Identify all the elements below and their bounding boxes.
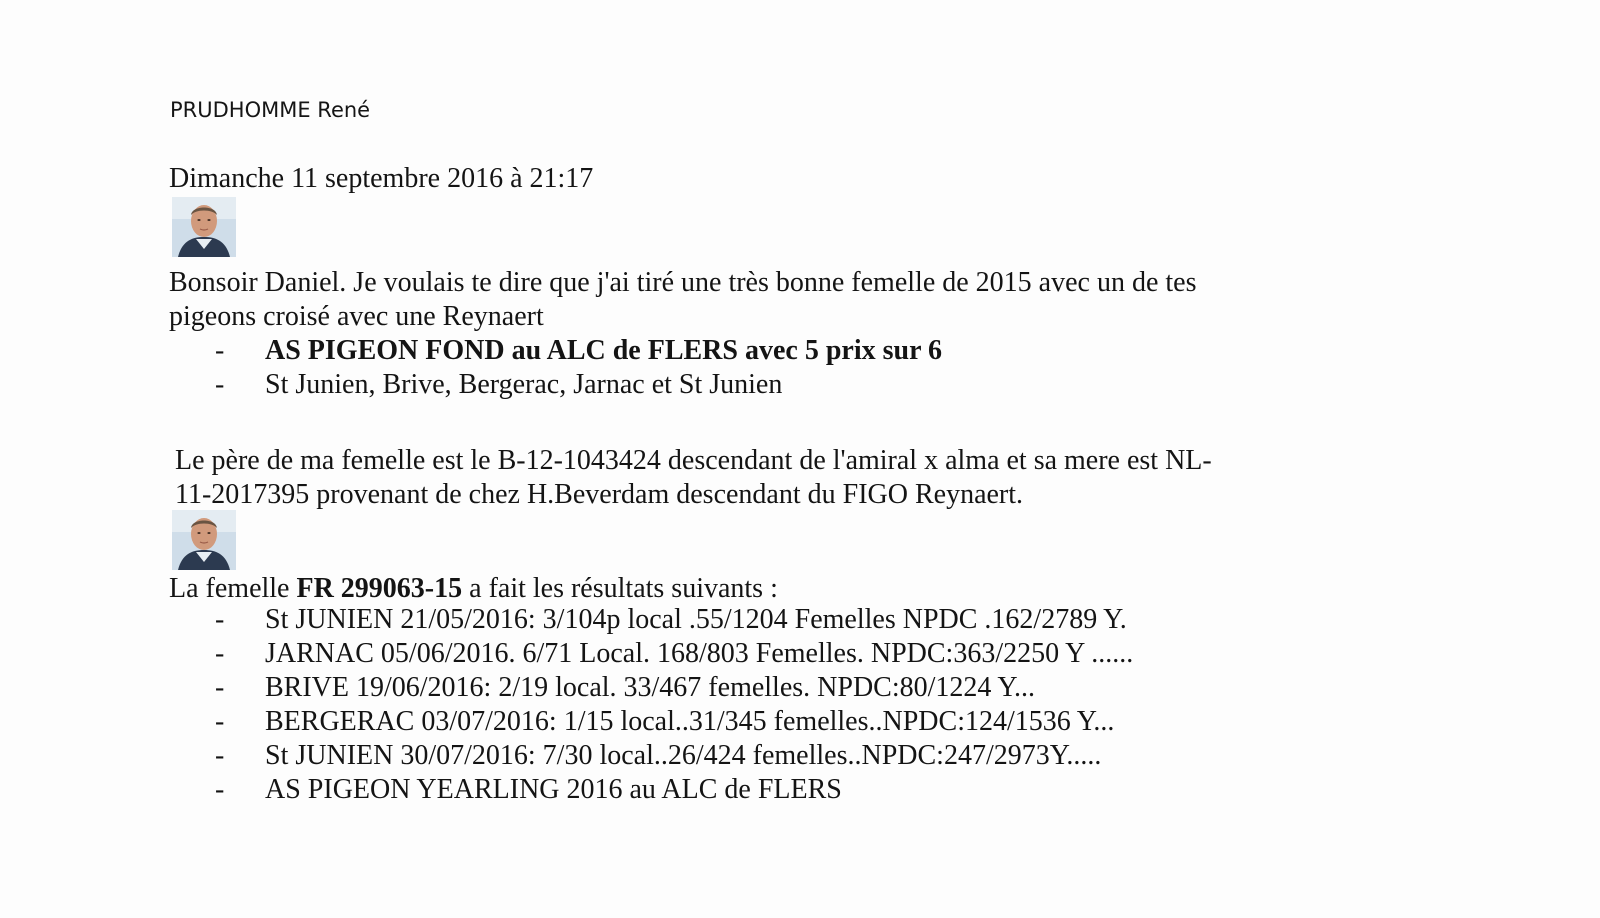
bullet-dash: - xyxy=(215,672,225,703)
results-intro-before: La femelle xyxy=(169,573,297,604)
list-item xyxy=(169,773,1133,807)
list-item xyxy=(169,705,1133,739)
result-text: St JUNIEN 30/07/2016: 7/30 local..26/424 femelles..NPDC:247/2973Y..... xyxy=(265,740,1102,771)
author-name: PRUDHOMME René xyxy=(170,98,371,122)
parents-line-1: Le père de ma femelle est le B-12-1043424 descendant de l'amiral x alma et sa mere est NL- xyxy=(175,445,1212,476)
list-item xyxy=(169,739,1133,773)
avatar xyxy=(172,510,236,570)
parents-line-2: 11-2017395 provenant de chez H.Beverdam descendant du FIGO Reynaert. xyxy=(175,479,1024,510)
bullet-dash: - xyxy=(215,774,225,805)
results-intro-after: a fait les résultats suivants : xyxy=(462,573,778,604)
result-text: JARNAC 05/06/2016. 6/71 Local. 168/803 Femelles. NPDC:363/2250 Y ...... xyxy=(265,638,1134,669)
bullet-dash: - xyxy=(215,638,225,669)
bullet-dash: - xyxy=(215,369,225,400)
result-text: BRIVE 19/06/2016: 2/19 local. 33/467 femelles. NPDC:80/1224 Y... xyxy=(265,672,1035,703)
results-intro xyxy=(169,572,778,606)
message-line-2: pigeons croisé avec une Reynaert xyxy=(169,301,544,332)
achievements-list xyxy=(169,334,942,402)
achievement-headline: AS PIGEON FOND au ALC de FLERS avec 5 prix sur 6 xyxy=(265,335,942,366)
achievement-races: St Junien, Brive, Bergerac, Jarnac et St Junien xyxy=(265,369,783,400)
bullet-dash: - xyxy=(215,740,225,771)
results-list xyxy=(169,603,1133,807)
result-text: AS PIGEON YEARLING 2016 au ALC de FLERS xyxy=(265,774,842,805)
ring-number: FR 299063-15 xyxy=(296,573,463,604)
list-item xyxy=(169,637,1133,671)
list-item xyxy=(169,334,942,368)
bullet-dash: - xyxy=(215,706,225,737)
message-line-1: Bonsoir Daniel. Je voulais te dire que j'ai tiré une très bonne femelle de 2015 avec un de tes xyxy=(169,267,1197,298)
avatar xyxy=(172,197,236,257)
list-item xyxy=(169,603,1133,637)
bullet-dash: - xyxy=(215,604,225,635)
message-paragraph xyxy=(169,266,1197,334)
parents-paragraph xyxy=(175,444,1212,512)
result-text: BERGERAC 03/07/2016: 1/15 local..31/345 femelles..NPDC:124/1536 Y... xyxy=(265,706,1115,737)
result-text: St JUNIEN 21/05/2016: 3/104p local .55/1204 Femelles NPDC .162/2789 Y. xyxy=(265,604,1127,635)
list-item xyxy=(169,368,942,402)
bullet-dash: - xyxy=(215,335,225,366)
post-date: Dimanche 11 septembre 2016 à 21:17 xyxy=(169,163,594,194)
list-item xyxy=(169,671,1133,705)
